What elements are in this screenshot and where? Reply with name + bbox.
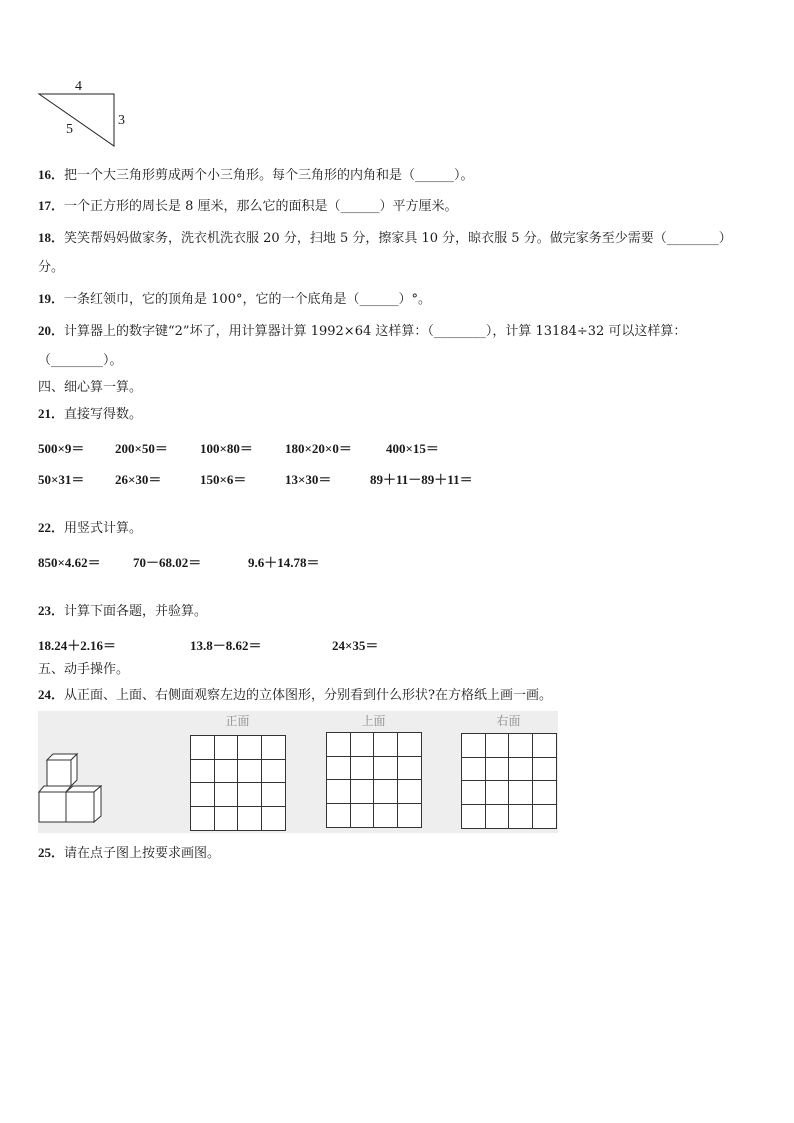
question-22	[38, 520, 142, 537]
oral-calc-2-4: 13×30＝	[285, 472, 332, 487]
oral-calc-1-3: 100×80＝	[200, 441, 253, 456]
question-number: 19．	[38, 291, 65, 306]
vertical-calc-2: 70－68.02＝	[133, 555, 202, 570]
question-17	[38, 198, 458, 215]
grid-paper-top[interactable]	[326, 732, 422, 828]
oral-calc-2-5: 89＋11－89＋11＝	[370, 472, 473, 487]
oral-calc-2-1: 50×31＝	[38, 472, 85, 487]
question-number: 22．	[38, 520, 65, 535]
oral-calc-1-2: 200×50＝	[115, 441, 168, 456]
question-16	[38, 167, 474, 184]
check-calc-1: 18.24＋2.16＝	[38, 638, 117, 653]
question-text: 直接写得数。	[64, 407, 143, 422]
question-21	[38, 406, 142, 423]
question-25	[38, 845, 220, 862]
oral-calc-1-5: 400×15＝	[386, 441, 439, 456]
question-text: 一条红领巾，它的顶角是 100°，它的一个底角是（______）°。	[64, 292, 431, 307]
check-calc-3: 24×35＝	[332, 638, 379, 653]
grid-label-top: 上面	[361, 714, 386, 728]
oral-calc-1-1: 500×9＝	[38, 441, 85, 456]
vertical-calc-3: 9.6＋14.78＝	[248, 555, 320, 570]
question-18	[38, 230, 732, 247]
question-number: 16．	[38, 167, 65, 182]
question-18-continuation: 分。	[38, 260, 65, 275]
question-text: 笑笑帮妈妈做家务，洗衣机洗衣服 20 分，扫地 5 分，擦家具 10 分，晾衣服 5 分。做完家务至少需要（________）	[64, 231, 732, 246]
question-text: 从正面、上面、右侧面观察左边的立体图形，分别看到什么形状?在方格纸上画一画。	[64, 688, 552, 703]
oral-calc-1-4: 180×20×0＝	[285, 441, 352, 456]
question-24	[38, 687, 552, 704]
check-calc-2: 13.8－8.62＝	[190, 638, 262, 653]
question-number: 24．	[38, 687, 65, 702]
question-number: 23．	[38, 603, 65, 618]
question-20-continuation: （________）。	[38, 353, 123, 368]
oral-calc-2-2: 26×30＝	[115, 472, 162, 487]
grid-paper-right[interactable]	[461, 733, 557, 829]
grid-label-right: 右面	[496, 714, 521, 728]
grid-paper-front[interactable]	[190, 735, 286, 831]
grid-label-front: 正面	[225, 714, 250, 728]
question-text: 用竖式计算。	[64, 521, 143, 536]
section-4-heading: 四、细心算一算。	[38, 380, 143, 395]
question-number: 21．	[38, 406, 65, 421]
question-text: 计算器上的数字键“2”坏了，用计算器计算 1992×64 这样算：（________），计算 13184÷32 可以这样算：	[64, 324, 687, 339]
triangle-hypotenuse-label: 5	[66, 122, 73, 137]
oral-calc-2-3: 150×6＝	[200, 472, 247, 487]
question-number: 17．	[38, 198, 65, 213]
question-number: 18．	[38, 230, 65, 245]
question-23	[38, 603, 207, 620]
question-text: 一个正方形的周长是 8 厘米，那么它的面积是（______）平方厘米。	[64, 199, 458, 214]
question-20	[38, 323, 686, 340]
triangle-side-right-label: 3	[118, 113, 125, 128]
question-text: 计算下面各题，并验算。	[64, 604, 208, 619]
vertical-calc-1: 850×4.62＝	[38, 555, 101, 570]
question-number: 20．	[38, 323, 65, 338]
question-19	[38, 291, 431, 308]
triangle-side-top-label: 4	[75, 79, 82, 94]
question-text: 把一个大三角形剪成两个小三角形。每个三角形的内角和是（______）。	[64, 168, 474, 183]
section-5-heading: 五、动手操作。	[38, 662, 130, 677]
question-text: 请在点子图上按要求画图。	[64, 846, 221, 861]
question-number: 25．	[38, 845, 65, 860]
cube-solid-figure	[38, 750, 108, 830]
